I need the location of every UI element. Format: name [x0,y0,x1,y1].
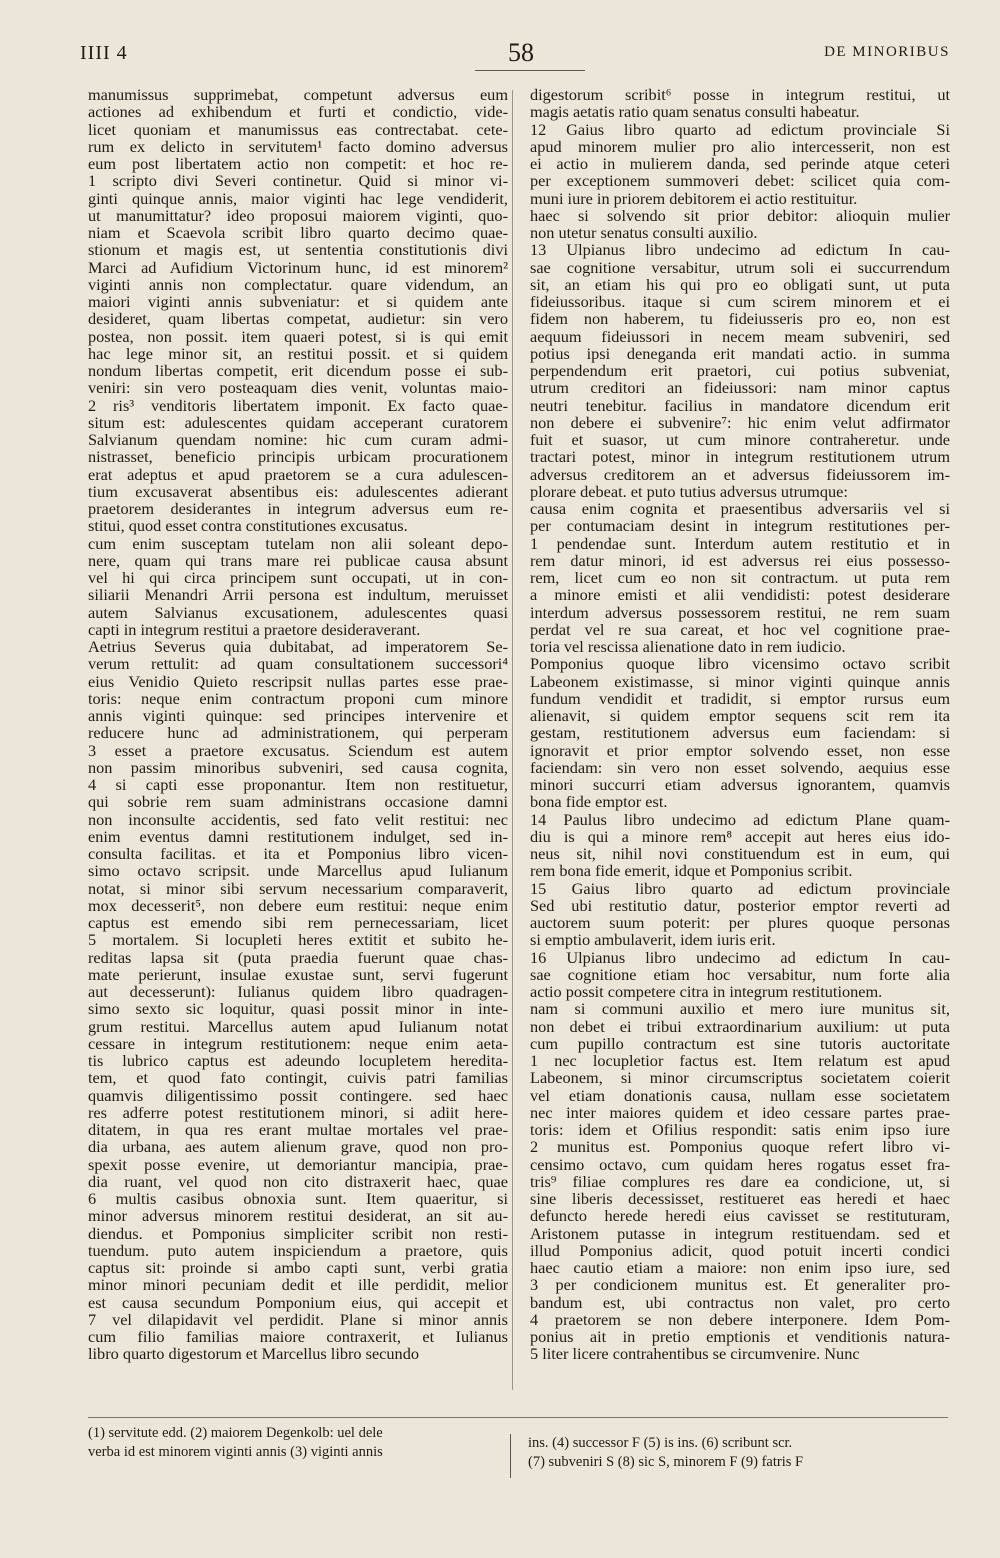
text-line: adversus creditorem an et adversus fideiussorem im- [530,464,950,484]
text-line: toris: neque enim contractum proponi cum minore [88,688,508,708]
text-line: mox decesserit⁵, non debere eum restitui: neque enim [88,895,508,915]
text-line: non utetur senatus consulti auxilio. [530,223,758,242]
text-line: reditas lapsa sit (puta praedia fuerunt quae chas- [88,947,508,967]
text-line: 12 Gaius libro quarto ad edictum provinciale Si [530,119,950,139]
footnotes-left [88,1424,508,1462]
page-header [80,38,950,72]
text-line: Salvianum quendam nomine: hic cum curam admi- [88,430,508,449]
text-line: nere, quam qui trans mare rei publicae causa absunt [88,550,508,570]
text-line: ut manumittatur? ideo proposui maiorem viginti, quo- [88,205,508,225]
footnote-separator [510,1434,511,1478]
text-line: Aristonem putasse in integrum restituendam. sed et [530,1223,950,1243]
text-line: enim eventus damni restitutionem indulget, sed in- [88,826,508,846]
text-line: 3 per condicionem munitus est. Et generaliter pro- [530,1275,950,1295]
text-line: apud minorem mulier pro alio intercesserit, non est [530,136,950,156]
footnote-rule [88,1417,948,1418]
text-line: Sed ubi restitutio datur, posterior emptor reverti ad [530,895,950,915]
text-line: non debere ei subvenire⁷: hic enim velut adfirmator [530,412,950,432]
text-line: viginti annis non complectatur. quare videndum, an [88,274,508,294]
text-line: non debet ei tribui extraordinarium auxilium: ut puta [530,1016,950,1036]
text-line: defuncto herede heredi eius cavisset se restituturam, [530,1206,950,1226]
text-line: vel etiam donationis causa, nullam esse societatem [530,1085,950,1105]
text-line: alienavit, si quidem emptor sequens scit rem ita [530,706,950,725]
text-line: simo octavo scripsit. unde Marcellus apud Iulianum [88,861,508,881]
text-line: annis viginti quinque: sed principes intervenire et [88,706,508,725]
text-line: niam et Scaevola scribit libro quarto decimo quae- [88,223,508,242]
text-line: 1 scripto divi Severi continetur. Quid si minor vi- [88,171,508,191]
text-line: rum ex delicto in servitutem¹ facto domino adversus [88,136,508,156]
text-line: per contumaciam desint in integrum restitutiones per- [530,516,950,536]
text-line: diendus. et Pomponius simpliciter scribit non resti- [88,1223,508,1243]
text-line: cessare in integrum restitutionem: neque enim aeta- [88,1033,508,1053]
text-line: licet quoniam et manumissus eas contrectabat. cete- [88,119,508,139]
text-line: toria vel rescissa alienatione dato in rem iudicio. [530,637,846,656]
text-line: sae cognitione versabitur, utrum soli ei succurrendum [530,257,950,277]
footnote-line: verba id est minorem viginti annis (3) viginti annis [88,1444,383,1460]
text-line: tuendum. puto autem inspiciendum a praetore, quis [88,1240,508,1260]
text-line: fidem non haberem, tu fideiusseris pro eo, non est [530,309,950,329]
text-line: eum post libertatem actio non competit: et hoc re- [88,154,508,173]
text-line: nondum libertas competit, erit dicendum posse ei sub- [88,361,508,380]
text-line: ginti quinque annis, maior viginti hac lege vendiderit, [88,188,508,208]
text-line: fundum vendidit et tradidit, si emptor rursus eum [530,688,950,708]
text-line: 2 ris³ venditoris libertatem imponit. Ex facto quae- [88,395,508,415]
text-line: interdum adversus possessorem restitui, ne rem suam [530,602,950,622]
text-line: grum restitui. Marcellus autem apud Iulianum notat [88,1016,508,1036]
text-line: praetorem desiderantes in integrum adversus eum re- [88,499,508,518]
text-line: 4 si capti esse proponantur. Item non restituetur, [88,775,508,794]
text-line: aequum fideiussori in necem meam subveniri, sed [530,326,950,346]
text-line: 4 praetorem se non debere interponere. Idem Pom- [530,1309,950,1329]
text-line: sae cognitione etiam hoc versabitur, num forte alia [530,964,950,984]
text-line: non inconsulte accidentis, sed fato velit restitui: nec [88,809,508,829]
text-line: tris⁹ filiae complures res dare ea condicione, ut, si [530,1171,950,1191]
text-line: nam si communi auxilio et mero iure munitus sit, [530,999,950,1019]
text-line: cum filio familias maiore contraxerit, et Iulianus [88,1327,508,1346]
text-line: rem, licet cum eo non sit contractum. ut puta rem [530,568,950,587]
text-line: ignoravit et prior emptor solvendo esset, non esse [530,740,950,760]
footnote-line: (1) servitute edd. (2) maiorem Degenkolb: uel dele [88,1425,383,1441]
text-line: 16 Ulpianus libro undecimo ad edictum In cau- [530,947,950,967]
text-line: rem bona fide emerit, idque et Pomponius scribit. [530,861,853,881]
text-line: erat adeptus et apud praetorem se a cura adulescen- [88,464,508,484]
text-line: non passim minoribus subveniri, sed causa cognita, [88,757,508,777]
text-line: est causa secundum Pomponium eius, qui accepit et [88,1292,508,1312]
text-line: Pomponius quoque libro vicensimo octavo scribit [530,654,950,674]
text-line: stitui, quod esset contra constitutiones excusatus. [88,516,408,536]
text-line: fuit et suasor, ut cum minore contraheretur. unde [530,430,950,449]
text-line: mate perierunt, insulae exustae sunt, servi fugerunt [88,964,508,984]
text-line: haec cautio etiam a maiore: non enim ipso iure, sed [530,1258,950,1277]
text-line: situm est: adulescentes quidam acceperant curatorem [88,412,508,432]
text-line: 2 munitus est. Pomponius quoque refert libro vi- [530,1137,950,1157]
text-line: 1 nec locupletior factus est. Item relatum est apud [530,1051,950,1070]
text-line: aut decesserunt): Iulianus quidem libro quadragen- [88,982,508,1001]
text-line: captus sit: proinde si ambo capti sunt, verbi gratia [88,1258,508,1277]
text-line: perdat vel re sua careat, et hoc vel cognitione prae- [530,619,950,639]
text-line: 13 Ulpianus libro undecimo ad edictum In cau- [530,240,950,260]
text-line: neutri tenebitur. facilius in mandatore dicendum erit [530,395,950,415]
text-line: auctorem suum poterit: per plures quoque personas [530,913,950,932]
left-column [88,86,508,1363]
text-line: veniri: sin vero posteaquam dies venit, voluntas maio- [88,378,508,398]
text-line: stionum et magis est, ut sententia constitutionis divi [88,240,508,260]
text-line: minor minori pecuniam dedit et ille perdidit, melior [88,1275,508,1295]
text-line: 1 pendendae sunt. Interdum autem restitutio et in [530,533,950,553]
running-title: DE MINORIBUS [824,44,950,60]
text-line: eius Venidio Quieto rescripsit nullas partes esse prae- [88,671,508,691]
text-line: faciendam: sin vero non esset solvendo, aequius esse [530,757,950,777]
text-line: censimo octavo, cum quidam heres rogatus esset fra- [530,1154,950,1174]
text-line: actio possit competere citra in integrum restitutionem. [530,982,883,1001]
right-column [530,86,950,1363]
text-line: libro quarto digestorum et Marcellus libro secundo [88,1344,419,1364]
text-line: dia urbana, aes autem alienum grave, quod non pro- [88,1137,508,1157]
footnotes-right [528,1434,948,1472]
footnote-line: ins. (4) successor F (5) is ins. (6) scribunt scr. [528,1435,793,1451]
text-line: ponius ait in pretio emptionis et venditionis natura- [530,1327,950,1346]
text-line: tractari potest, minor in integrum restitutionem utrum [530,447,950,467]
text-line: rem datur minori, id est adversus rei eius possesso- [530,550,950,570]
text-line: 5 mortalem. Si locupleti heres extitit et subito he- [88,930,508,950]
text-line: tis lubrico captus est adeundo locupletem heredita- [88,1051,508,1070]
text-line: tium excusaverat absentibus eis: adulescentes adierant [88,481,508,501]
text-line: cum pupillo contractum est sine tutoris auctoritate [530,1033,950,1053]
text-line: digestorum scribit⁶ posse in integrum restitui, ut [530,85,950,104]
text-line: hac lege minor sit, an restitui possit. et si quidem [88,343,508,363]
text-line: per exceptionem summoveri debet: scilicet quia com- [530,171,950,191]
text-line: 6 multis casibus obnoxia sunt. Item quaeritur, si [88,1189,508,1208]
text-line: 15 Gaius libro quarto ad edictum provinciale [530,878,950,898]
text-line: a minore emisti et alii vendidisti: potest desiderare [530,585,950,605]
text-line: simo sexto sic loquitur, quasi possit minor in inte- [88,999,508,1019]
text-line: actiones ad exhibendum et furti et condictio, vide- [88,102,508,122]
text-line: siliarii Menandri Arrii persona est indultum, meruisset [88,585,508,605]
page-number: 58 [508,38,534,67]
text-line: Marci ad Aufidium Victorinum hunc, id est minorem² [88,257,508,277]
text-line: nec inter maiores quidem et ideo cessare partes prae- [530,1102,950,1122]
text-line: illud Pomponius adicit, quod potuit incerti condici [530,1240,950,1260]
text-line: Labeonem existimasse, si minor viginti quinque annis [530,671,950,691]
text-line: manumissus supprimebat, competunt adversus eum [88,85,508,104]
text-line: bandum est, ubi contractus non valet, pro certo [530,1292,950,1312]
text-line: consulta facilitas. et ita et Pomponius libro vicen- [88,844,508,863]
text-line: cum enim susceptam tutelam non alii soleant depo- [88,533,508,553]
text-line: captus est emendo sibi rem pernecessariam, licet [88,913,508,932]
text-line: reducere hunc ad administrationem, qui perperam [88,723,508,743]
text-line: sine liberis decessisset, restitueret eas heredi et haec [530,1189,950,1208]
text-line: utrum creditori an fideiussori: nam minor captus [530,378,950,398]
text-line: tem, et quod fato contingit, cuivis patri familias [88,1068,508,1088]
text-line: minori succurri etiam adversus ignorantem, quamvis [530,775,950,794]
text-line: qui sobrie rem suam administrans occasione damni [88,792,508,812]
text-line: muni iure in priorem debitorem ei actio restituitur. [530,188,858,208]
text-line: 14 Paulus libro undecimo ad edictum Plane quam- [530,809,950,829]
footnote-line: (7) subveniri S (8) sic S, minorem F (9) fatris F [528,1454,804,1470]
text-line: vel hi qui circa principem sunt occupati, ut in con- [88,568,508,587]
text-line: Labeonem, si minor circumscriptus societatem coierit [530,1068,950,1088]
text-line: causa enim cognita et praesentibus adversariis vel si [530,499,950,518]
text-line: perpendendum erit praetori, cui potius subveniat, [530,361,950,380]
text-line: nistrasset, beneficio principis urbicam procurationem [88,447,508,467]
text-line: maiori viginti annis subveniatur: et si quidem ante [88,292,508,311]
text-line: spexit posse evenire, ut demoriantur mancipia, prae- [88,1154,508,1174]
text-line: si emptio ambulaverit, idem iuris erit. [530,930,776,950]
text-line: notat, si minor sibi servum necessarium comparaverit, [88,878,508,898]
text-line: magis aetatis ratio quam senatus consulti habeatur. [530,102,860,122]
footnotes [88,1424,948,1484]
column-divider [512,90,513,1390]
book-reference: IIII 4 [80,42,128,64]
text-line: postea, non possit. item quaeri potest, si is qui emit [88,326,508,346]
header-rule [475,70,585,71]
text-line: toris: idem et Ofilius respondit: satis enim ipso iure [530,1120,950,1139]
text-line: sit, an etiam his qui pro eo obligati sunt, ut puta [530,274,950,294]
text-line: potius ipsi deneganda erit mandati actio. in summa [530,343,950,363]
text-line: diu is qui a minore rem⁸ accepit aut heres eius ido- [530,826,950,846]
text-line: capti in integrum restitui a praetore desideraverant. [88,619,421,639]
text-line: neus sit, nihil novi constituendum est in eum, qui [530,844,950,863]
text-line: quamvis diligentissimo possit contingere. sed haec [88,1085,508,1105]
text-line: minor adversus minorem restitui desiderat, an sit au- [88,1206,508,1226]
text-line: desideret, quam libertas competat, audietur: sin vero [88,309,508,329]
text-line: gestam, restitutionem adversus eum faciendam: si [530,723,950,743]
text-line: 7 vel dilapidavit vel perdidit. Plane si minor annis [88,1309,508,1329]
text-line: autem Salvianus excusationem, adulescentes quasi [88,602,508,622]
text-line: res adferre potest restitutionem minori, si adiit here- [88,1102,508,1122]
text-line: plorare debeat. et puto tutius adversus utrumque: [530,481,848,501]
text-line: verum rettulit: ad quam consultationem successori⁴ [88,654,508,674]
text-line: fideiussoribus. itaque si cum scirem minorem et ei [530,292,950,311]
text-line: Aetrius Severus quia dubitabat, ad imperatorem Se- [88,637,508,656]
text-line: 5 liter licere contrahentibus se circumvenire. Nunc [530,1344,860,1364]
text-line: ditatem, in qua res erant multae mortales vel prae- [88,1120,508,1139]
text-line: ei actio in mulierem danda, sed perinde atque ceteri [530,154,950,173]
text-line: dia ruant, vel quod non cito distraxerit haec, quae [88,1171,508,1191]
text-line: haec si solvendo sit prior debitor: alioquin mulier [530,205,950,225]
text-line: bona fide emptor est. [530,792,668,812]
text-line: 3 esset a praetore excusatus. Sciendum est autem [88,740,508,760]
